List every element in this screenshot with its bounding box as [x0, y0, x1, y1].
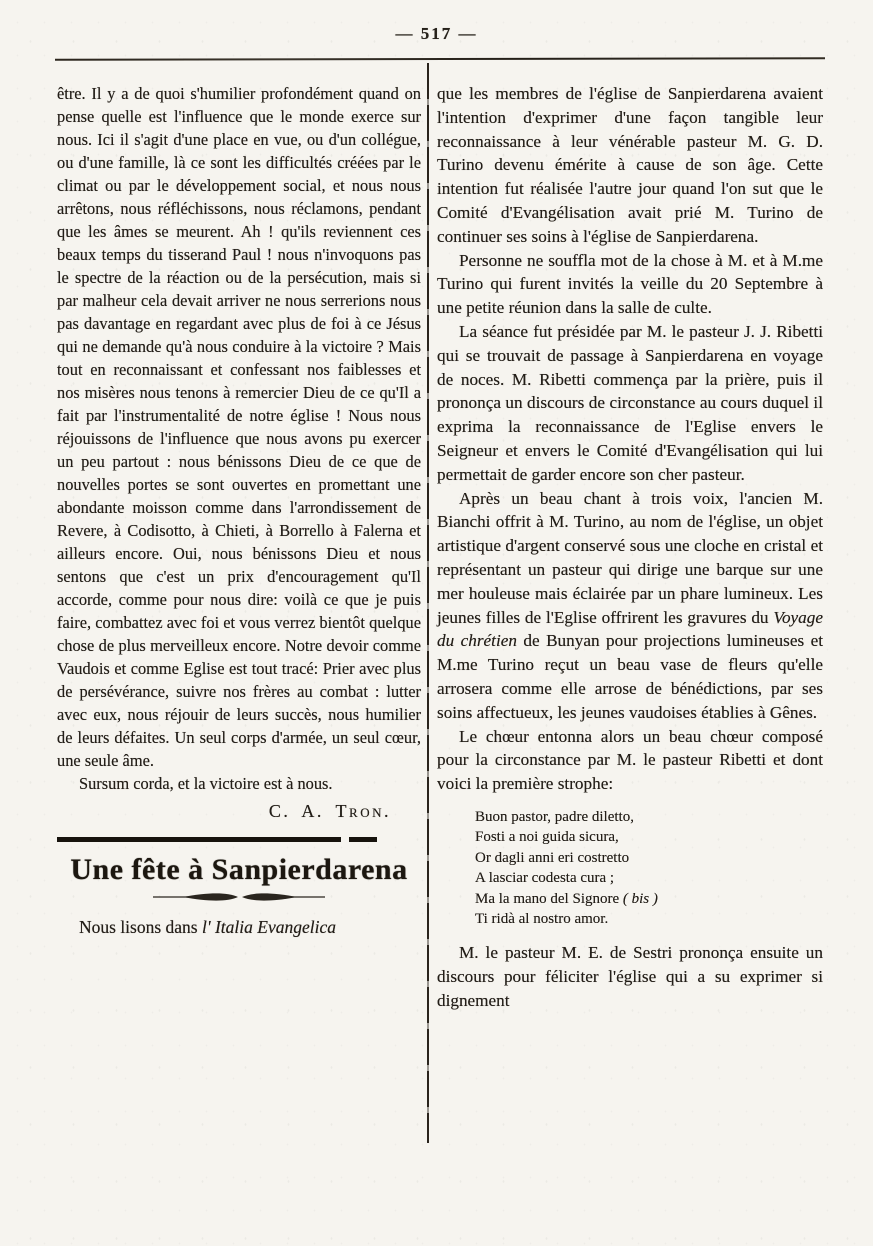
section-heading: Une fête à Sanpierdarena — [70, 853, 408, 886]
article-signature: C. A. Tron. — [268, 801, 391, 821]
book-title: Voyage du chrétien — [437, 607, 823, 651]
right-column — [437, 82, 823, 1012]
intro-text: Nous lisons dans — [79, 917, 202, 937]
paragraph: M. le pasteur M. E. de Sestri prononça ensuite un discours pour féliciter l'église qui a su exprimer si dignement — [437, 942, 823, 1010]
bis-annotation: ( bis ) — [622, 890, 658, 907]
section-divider-rule — [57, 837, 421, 842]
paragraph-continuation: être. Il y a de quoi s'humilier profondément quand on pense quelle est l'influence que le monde exerce sur nous. Ici il s'agit d'une place en vue, ou d'un collégue, ou d'une famille, là ce sont les difficultés créées par le climat ou par le développement social, et nous nous arrêtons, nous réfléchissons, nous réclamons, pendant que les âmes se meurent. Ah ! qu'ils reviennent ces beaux temps du tisserand Paul ! nous n'invoquons pas le spectre de la réaction ou de la persécution, mais si par malheur cela devait arriver ne nous serrerions nous pas davantage en regardant avec plus de foi à ce Jésus qui ne demande qu'à nous conduire à la victoire ? Mais tout en reconnaissant et confessant nos faiblesses et nos misères nous tenons à remercier Dieu de ce qu'Il a fait par l'instrumentalité de notre église ! Nous nous réjouissons de l'influence que nous avons pu exercer un peu partout : nous bénissons Dieu de ce que de nouvelles portes se sont ouvertes en promettant une abondante moisson comme dans l'arrondissement de Revere, à Codisotto, à Chieti, à Borrello à Falerna et ailleurs encore. Oui, nous bénissons Dieu et nous sentons que c'est un prix d'encouragement qu'Il accorde, comme pour nous dire: voilà ce que je puis faire, combattez avec foi et vous verrez bientôt quelque chose de plus merveilleux encore. Notre devoir comme Vaudois et comme Eglise est tout tracé: Prier avec plus de persévérance, suivre nos frères au combat : lutter avec eux, nous réjouir de leurs succès, nous humilier de leurs défaites. Un seul corps d'armée, un seul cœur, une seule âme. — [57, 84, 421, 770]
left-column — [57, 82, 421, 939]
rule-segment — [349, 837, 377, 842]
verse-text: Ma la mano del Signore — [475, 890, 623, 907]
paragraph: La séance fut présidée par M. le pasteur J. J. Ribetti qui se trouvait de passage à Sanpierdarena en voyage de noces. M. Ribetti commença par la prière, puis il prononça un discours de circonstance au cours duquel il exprima la reconnaissance de l'Eglise envers le Seigneur et envers le Comité d'Evangélisation qui lui permettait de garder encore son cher pasteur. — [437, 321, 823, 484]
paragraph-continuation: que les membres de l'église de Sanpierdarena avaient l'intention d'exprimer d'une façon tangible leur reconnaissance à leur vénérable pasteur M. G. D. Turino devenu émérite à cause de son âge. Cette intention fut réalisée l'autre jour quand l'on sut que le Comité d'Evangélisation avait prié M. Turino de continuer ses soins à l'église de Sanpierdarena. — [437, 84, 823, 246]
paragraph-sursum-corda: Sursum corda, et la victoire est à nous. — [79, 774, 333, 793]
verse-line: Fosti a noi guida sicura, — [475, 829, 619, 846]
verse-block — [475, 807, 823, 930]
verse-line: Buon pastor, padre diletto, — [475, 808, 634, 825]
verse-line — [475, 889, 823, 910]
paragraph-text: Après un beau chant à trois voix, l'ancien M. Bianchi offrit à M. Turino, au nom de l'église, un objet artistique d'argent conservé sous une cloche en cristal et représentant un pasteur qui dirige une barque sur une mer houleuse mais éclairée par un phare lumineux. Les jeunes filles de l'Eglise offrirent les gravures du — [437, 488, 823, 627]
header-rule — [55, 57, 825, 61]
paragraph: Le chœur entonna alors un beau chœur composé pour la circonstance par M. le pasteur Ribetti et dont voici la première strophe: — [437, 726, 823, 794]
ornament-divider-icon — [57, 889, 421, 905]
column-divider-rule — [427, 63, 429, 1143]
paragraph-text: de Bunyan pour projections lumineuses et M.me Turino reçut un beau vase de fleurs qu'elle arrosera comme elle arrose de bénédictions, par ses soins affectueux, les jeunes vaudoises établies à Gênes. — [437, 631, 823, 722]
intro-source-title: l' Italia Evangelica — [202, 917, 336, 937]
rule-segment — [57, 837, 341, 842]
paragraph — [437, 487, 823, 725]
intro-line — [57, 915, 421, 939]
verse-line: A lasciar codesta cura ; — [475, 870, 615, 887]
verse-line: Or dagli anni eri costretto — [475, 849, 630, 866]
page-number: — 517 — — [395, 24, 478, 43]
verse-line: Ti ridà al nostro amor. — [475, 911, 609, 928]
paragraph: Personne ne souffla mot de la chose à M. et à M.me Turino qui furent invités la veille du 20 Septembre à une petite réunion dans la salle de culte. — [437, 250, 823, 318]
